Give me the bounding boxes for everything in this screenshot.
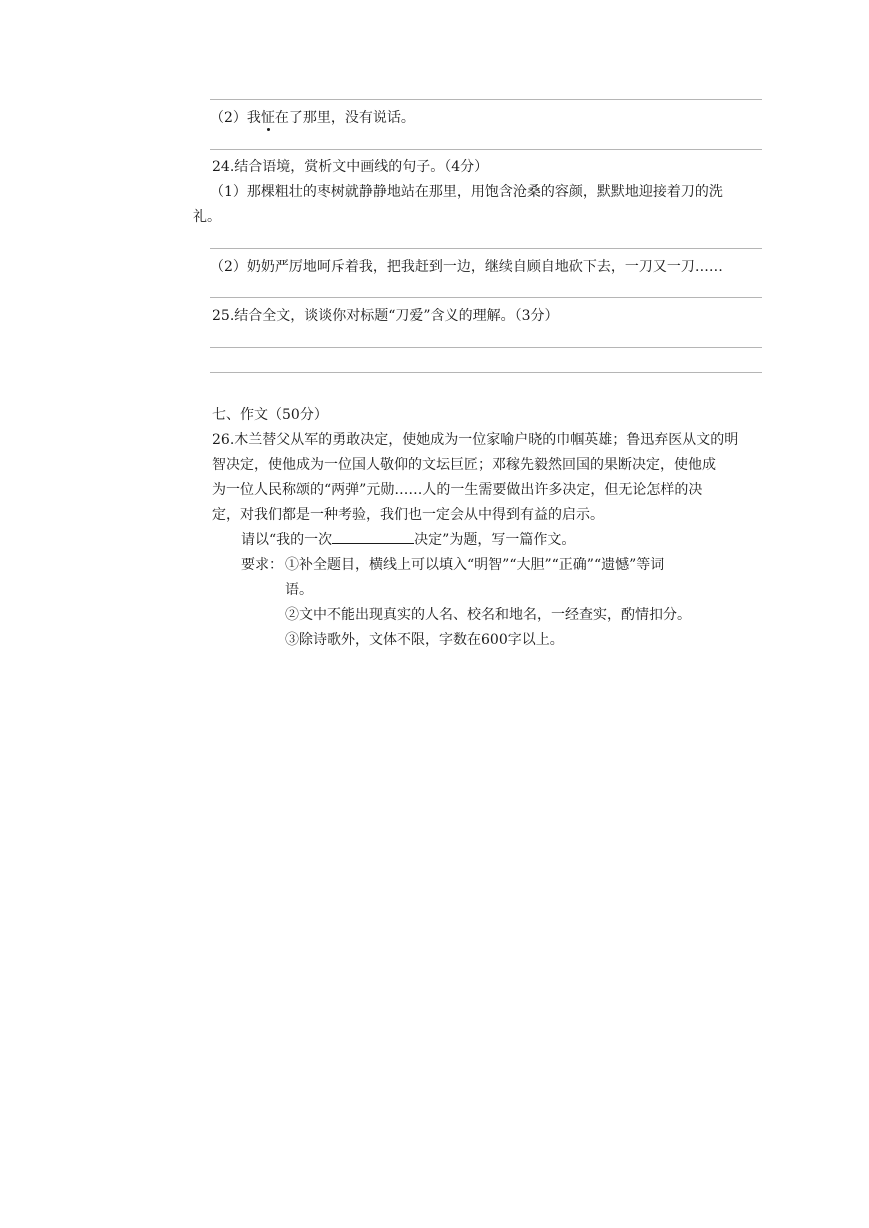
q26-line1: 26.木兰替父从军的勇敢决定，使她成为一位家喻户晓的巾帼英雄；鲁迅弃医从文的明 [212, 432, 739, 448]
emphasis-dot-char: 怔 [260, 110, 275, 126]
q24-sub1-line2: 礼。 [193, 209, 221, 225]
q24-sub1-line1: （1）那棵粗壮的枣树就静静地站在那里，用饱含沧桑的容颜，默默地迎接着刀的洗 [210, 184, 723, 200]
req2: ②文中不能出现真实的人名、校名和地名，一经查实，酌情扣分。 [285, 607, 691, 623]
answer-line [210, 248, 762, 249]
q24-title: 24.结合语境，赏析文中画线的句子。（4分） [212, 159, 489, 175]
prompt-prefix: 请以“我的一次 [241, 532, 333, 548]
q23-sub2 [210, 108, 415, 128]
section7-heading: 七、作文（50分） [212, 407, 328, 423]
prompt-suffix: 决定”为题，写一篇作文。 [414, 532, 576, 548]
q24-sub2: （2）奶奶严厉地呵斥着我，把我赶到一边，继续自顾自地砍下去，一刀又一刀…… [210, 259, 723, 275]
req1-line1: ①补全题目，横线上可以填入“明智”“大胆”“正确”“遗憾”等词 [285, 557, 665, 573]
q26-line3: 为一位人民称颂的“两弹”元勋……人的一生需要做出许多决定，但无论怎样的决 [212, 482, 703, 498]
q26-prompt [241, 530, 575, 550]
answer-line [210, 99, 762, 100]
req1-line2: 语。 [285, 582, 313, 598]
answer-line [210, 347, 762, 348]
req3: ③除诗歌外，文体不限，字数在600字以上。 [285, 632, 564, 648]
title-blank [332, 530, 414, 544]
answer-line [210, 297, 762, 298]
q23-sub2-prefix: （2）我 [210, 110, 261, 126]
q26-line4: 定，对我们都是一种考验，我们也一定会从中得到有益的启示。 [212, 507, 604, 523]
req-label: 要求： [241, 557, 283, 573]
answer-line [210, 372, 762, 373]
q26-line2: 智决定，使他成为一位国人敬仰的文坛巨匠；邓稼先毅然回国的果断决定，使他成 [212, 457, 716, 473]
answer-line [210, 149, 762, 150]
q25-title: 25.结合全文，谈谈你对标题“刀爱”含义的理解。（3分） [212, 308, 559, 324]
q23-sub2-suffix: 在了那里，没有说话。 [274, 110, 415, 126]
